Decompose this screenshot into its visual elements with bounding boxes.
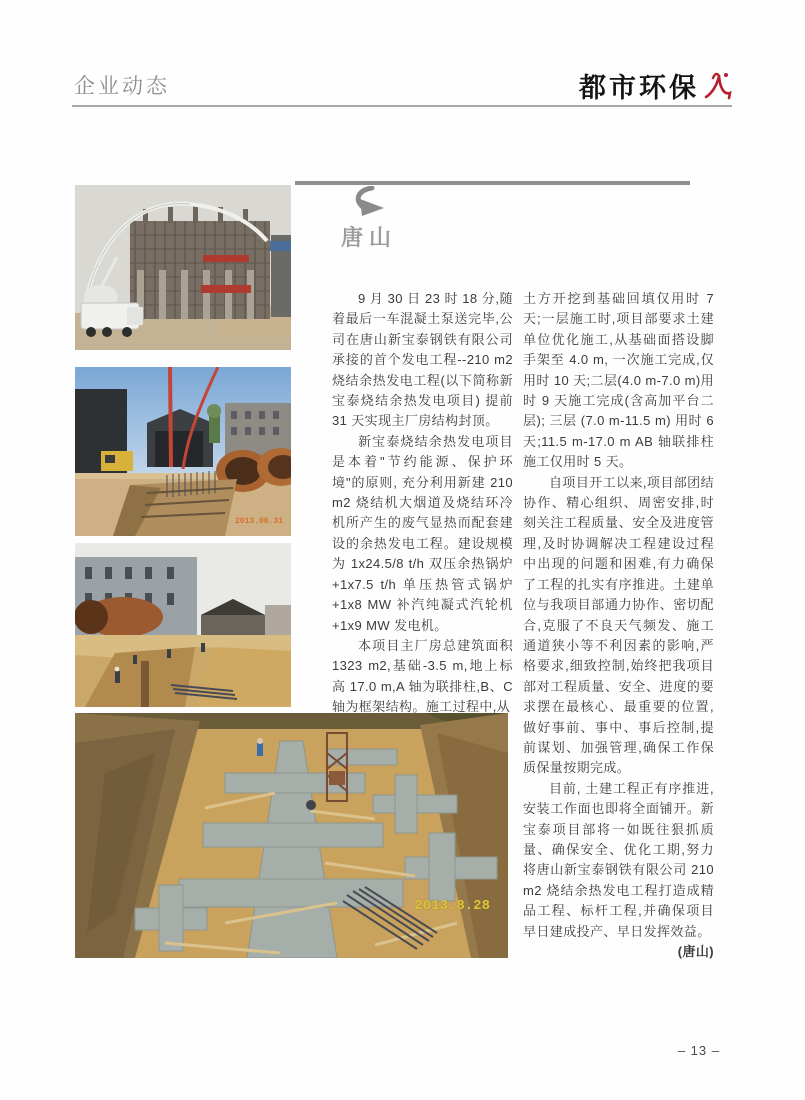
photo-date-stamp: 2013.08.31 bbox=[234, 517, 283, 526]
article-signature: (唐山) bbox=[677, 944, 714, 959]
paragraph: 自项目开工以来,项目部团结协作、精心组织、周密安排,时刻关注工程质量、安全及进度管理,及时协调解决工程建设过程中出现的问题和困难,有力确保了工程的扎实有序推进。土建单位与我项目部通力协作、密切配合,克服了不良天气频发、施工通道狭小等不利因素的影响,严格要求,细致控制,始终把我项目部对工程质量、安全、进度的要求摆在最核心、最重要的位置,做好事前、事中、事后控制,提前谋划、加强管理,确保工作保质保量按期完成。 bbox=[523, 474, 714, 776]
location-label: 唐山 bbox=[341, 225, 398, 250]
photo-strip-footings bbox=[75, 713, 508, 958]
paragraph: 新宝泰烧结余热发电项目是本着"节约能源、保护环境"的原则, 充分利用新建 210 m2 烧结机大烟道及烧结环冷机所产生的废气显热而配套建设的余热发电工程。建设规模为 1x24.5/8 t/h 双压余热锅炉+1x7.5 t/h 单压热管式锅炉+1x8 MW 补汽纯凝式汽轮机+1x9 MW 发电机。 bbox=[332, 433, 513, 633]
brand-logo bbox=[579, 66, 733, 105]
photo-excavation-site bbox=[75, 543, 291, 707]
photo-topping-out-site bbox=[75, 185, 291, 350]
paragraph: 9 月 30 日 23 时 18 分,随着最后一车混凝土泵送完毕,公司在唐山新宝泰钢铁有限公司承接的首个发电工程--210 m2 烧结余热发电工程(以下简称新宝泰烧结余热发电项目) 提前 31 天实现主厂房结构封顶。 bbox=[332, 291, 513, 429]
article-top-rule bbox=[295, 181, 690, 185]
photo-foundation-pumping bbox=[75, 367, 291, 536]
brand-logo-text: 都市环保 bbox=[579, 73, 699, 103]
article-column-left bbox=[332, 289, 513, 718]
paragraph: 本项目主厂房总建筑面积 1323 m2,基础-3.5 m,地上标高 17.0 m,A 轴为联排柱,B、C 轴为框架结构。施工过程中,从 bbox=[332, 637, 513, 715]
article-column-right bbox=[523, 289, 714, 962]
header-divider-rule bbox=[72, 105, 732, 107]
brand-seal-icon bbox=[703, 68, 733, 104]
curved-arrow-icon bbox=[346, 186, 392, 222]
photo-date-stamp: 2013.8.28 bbox=[414, 898, 490, 914]
paragraph: 目前, 土建工程正有序推进, 安装工作面也即将全面铺开。新宝泰项目部将一如既往狠抓质量、确保安全、优化工期,努力将唐山新宝泰钢铁有限公司 210 m2 烧结余热发电工程打造成精品工程、标杆工程,并确保项目早日建成投产、早日发挥效益。 bbox=[523, 780, 714, 939]
page-number: – 13 – bbox=[677, 1043, 720, 1058]
section-title: 企业动态 bbox=[74, 75, 170, 98]
paragraph: 土方开挖到基础回填仅用时 7 天;一层施工时,项目部要求土建单位优化施工,从基础面搭设脚手架至 4.0 m, 一次施工完成,仅用时 10 天;二层(4.0 m-7.0 m)用时 9 天施工完成(含高加平台二层); 三层 (7.0 m-11.5 m) 用时 6 天;11.5 m-17.0 m AB 轴联排柱施工仅用时 5 天。 bbox=[523, 291, 714, 470]
